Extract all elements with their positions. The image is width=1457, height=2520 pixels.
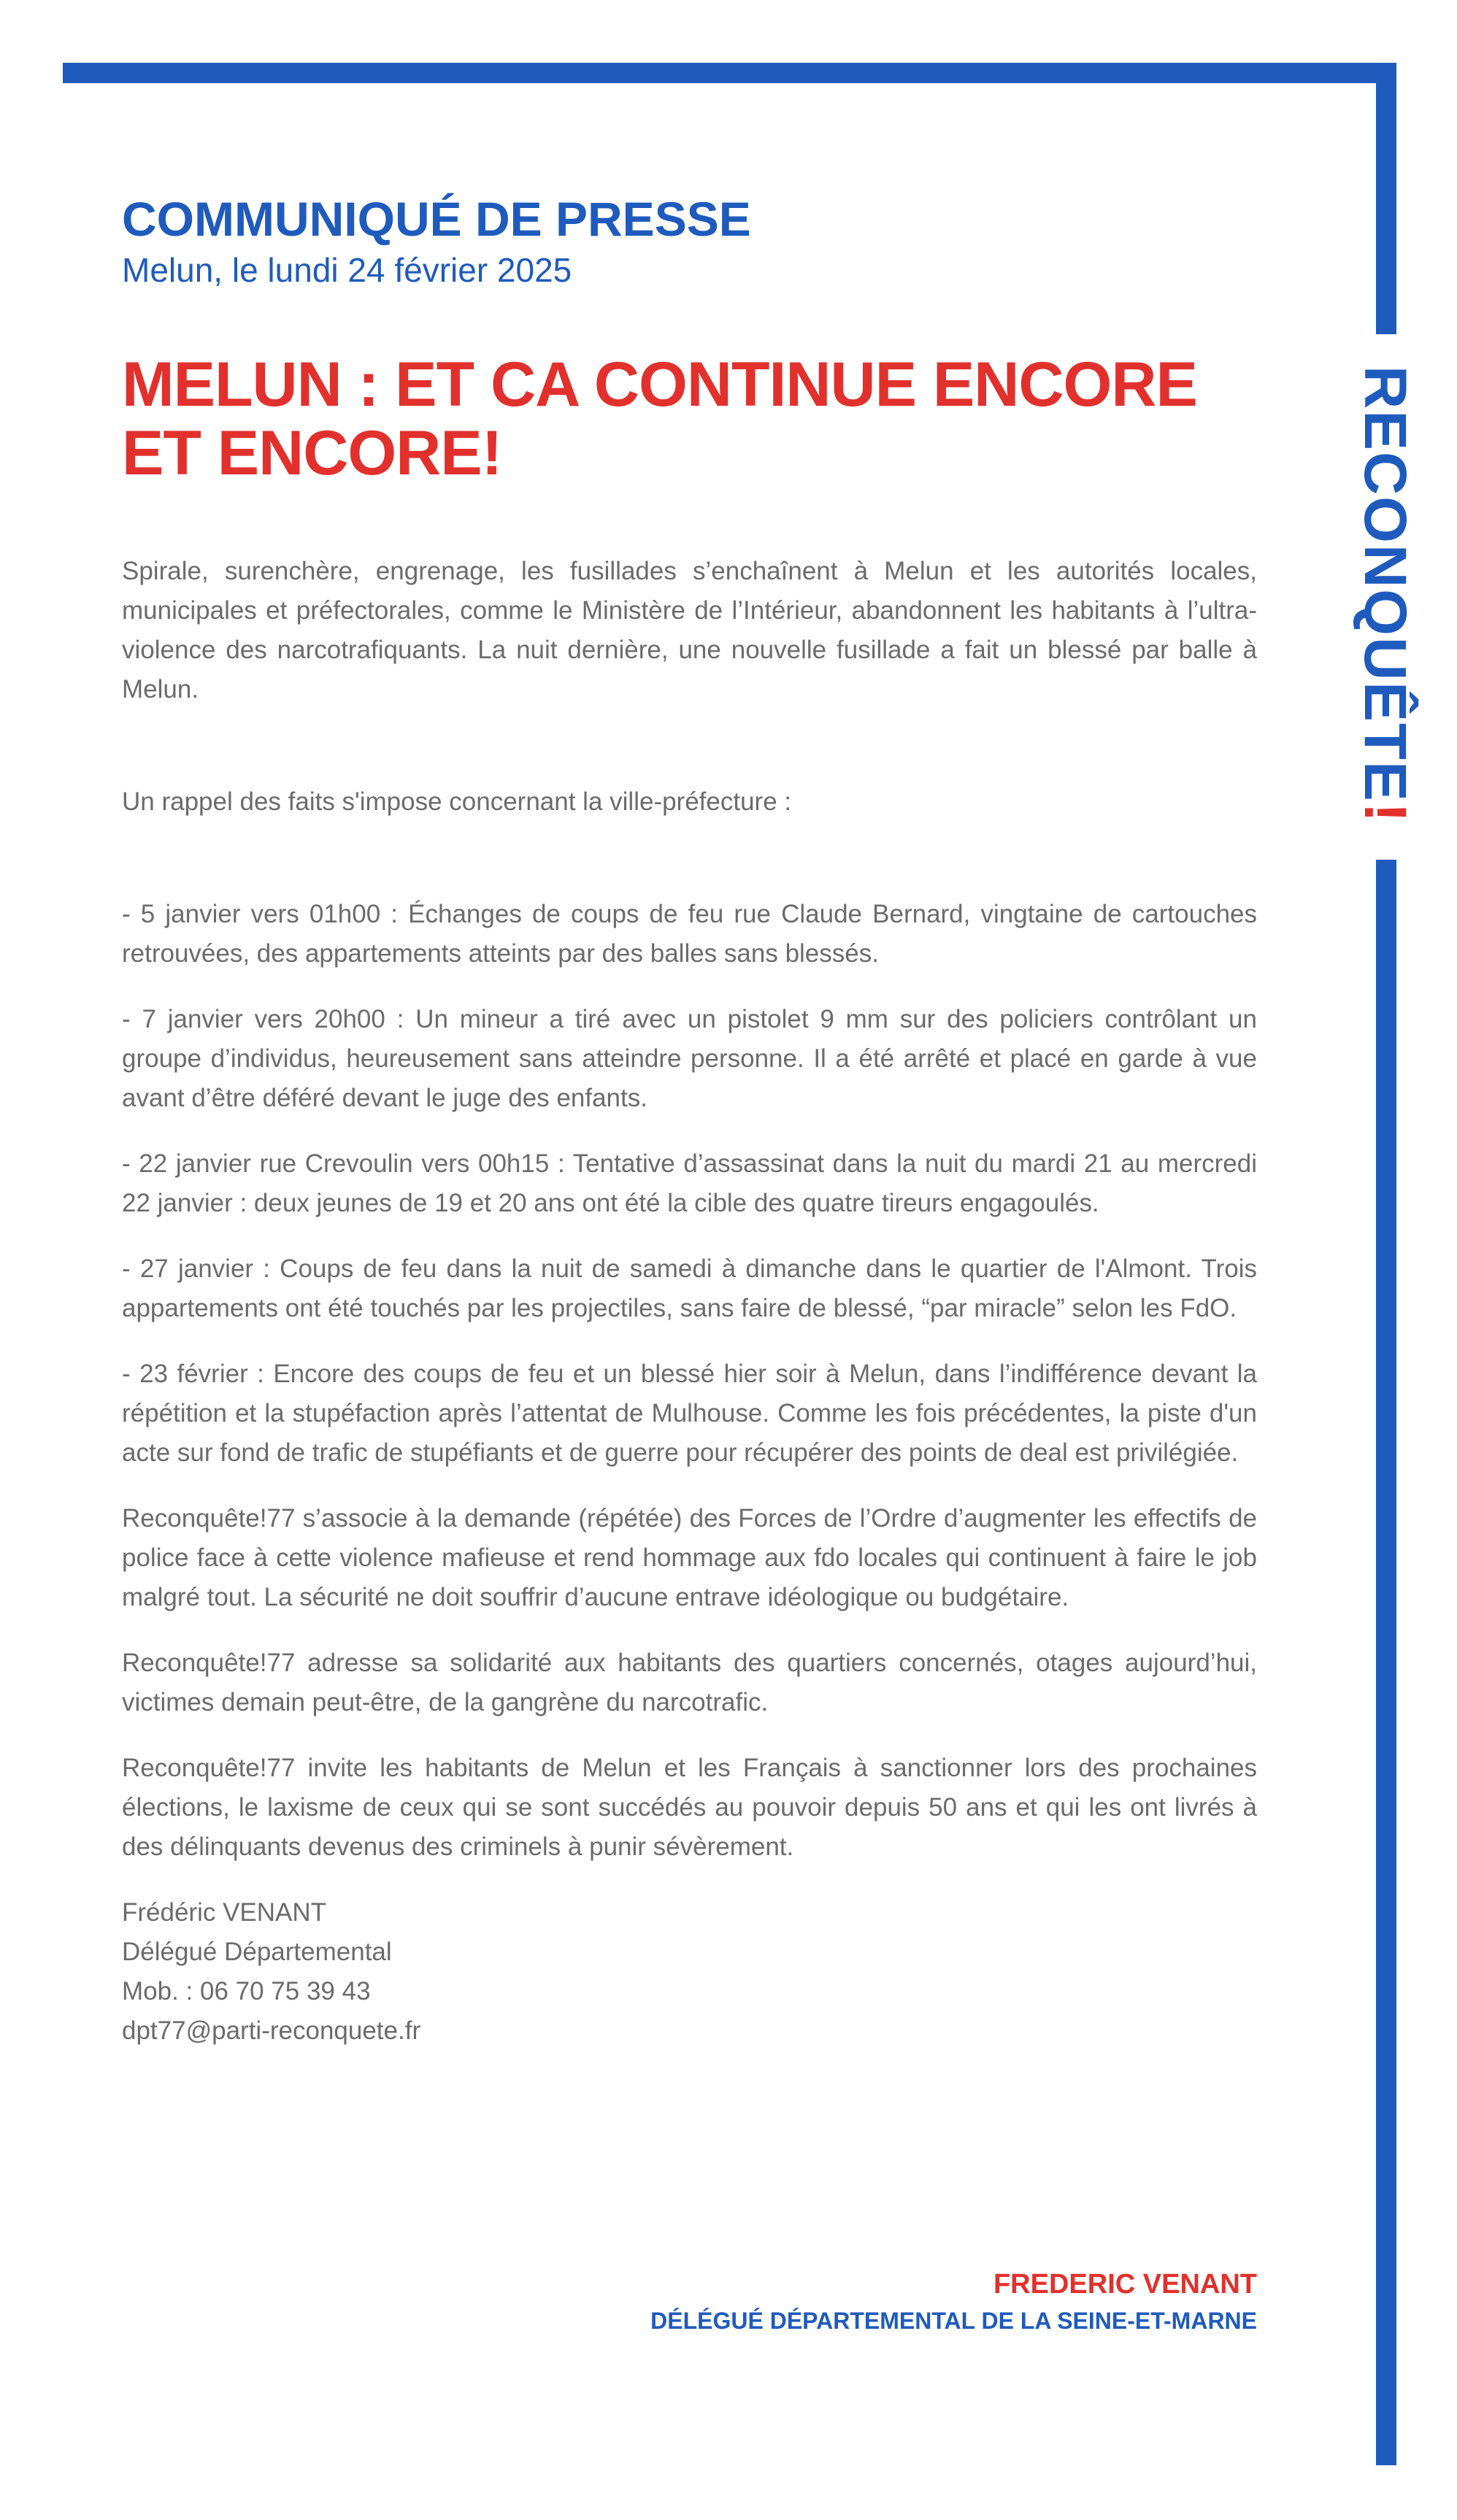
- event-item: - 23 février : Encore des coups de feu et un blessé hier soir à Melun, dans l’indifférence devant la répétition et la stupéfaction après l’attentat de Mulhouse. Comme les fois précédentes, la piste d'un acte sur fond de trafic de stupéfiants et de guerre pour récupérer des points de deal est privilégiée.: [122, 1360, 1257, 1467]
- press-release: [122, 190, 1257, 2051]
- brand-wordmark: [1353, 366, 1420, 824]
- headline: MELUN : ET CA CONTINUE ENCORE ET ENCORE!: [122, 350, 1197, 488]
- body-text: [122, 552, 1257, 2051]
- date-line: Melun, le lundi 24 février 2025: [122, 251, 572, 289]
- statement-paragraph: Reconquête!77 adresse sa solidarité aux habitants des quartiers concernés, otages aujourd’hui, victimes demain peut-être, de la gangrène du narcotrafic.: [122, 1649, 1257, 1716]
- frame-right-bar-lower: [1376, 860, 1396, 2465]
- frame-top-bar: [63, 63, 1396, 83]
- signature-role: DÉLÉGUÉ DÉPARTEMENTAL DE LA SEINE-ET-MARNE: [650, 2308, 1257, 2334]
- brand-wordmark-exclamation: !: [1352, 802, 1419, 824]
- frame-right-bar-upper: [1376, 63, 1396, 334]
- contact-name: Frédéric VENANT: [122, 1898, 327, 1927]
- reconquete-logo: [1314, 366, 1457, 824]
- signature-name: FREDERIC VENANT: [993, 2269, 1257, 2300]
- document-type-heading: COMMUNIQUÉ DE PRESSE: [122, 192, 751, 246]
- intro-paragraph: Spirale, surenchère, engrenage, les fusillades s’enchaînent à Melun et les autorités locales, municipales et préfectorales, comme le Ministère de l’Intérieur, abandonnent les habitants à l’ultra-violence des narcotrafiquants. La nuit dernière, une nouvelle fusillade a fait un blessé par balle à Melun.: [122, 557, 1257, 704]
- contact-email: dpt77@parti-reconquete.fr: [122, 2016, 421, 2045]
- statement-paragraph: Reconquête!77 s’associe à la demande (répétée) des Forces de l’Ordre d’augmenter les effectifs de police face à cette violence mafieuse et rend hommage aux fdo locales qui continuent à faire le job malgré tout. La sécurité ne doit souffrir d’aucune entrave idéologique ou budgétaire.: [122, 1504, 1257, 1611]
- event-item: - 7 janvier vers 20h00 : Un mineur a tiré avec un pistolet 9 mm sur des policiers contrôlant un groupe d’individus, heureusement sans atteindre personne. Il a été arrêté et placé en garde à vue avant d’être déféré devant le juge des enfants.: [122, 1005, 1257, 1112]
- event-item: - 27 janvier : Coups de feu dans la nuit de samedi à dimanche dans le quartier de l'Almont. Trois appartements ont été touchés par les projectiles, sans faire de blessé, “par miracle” selon les FdO.: [122, 1255, 1257, 1322]
- rappel-paragraph: Un rappel des faits s'impose concernant la ville-préfecture :: [122, 787, 792, 816]
- event-item: - 5 janvier vers 01h00 : Échanges de coups de feu rue Claude Bernard, vingtaine de cartouches retrouvées, des appartements atteints par des balles sans blessés.: [122, 900, 1257, 968]
- brand-wordmark-main: RECONQUÊTE: [1352, 366, 1419, 803]
- event-item: - 22 janvier rue Crevoulin vers 00h15 : Tentative d’assassinat dans la nuit du mardi 21 au mercredi 22 janvier : deux jeunes de 19 et 20 ans ont été la cible des quatre tireurs engagoulés.: [122, 1149, 1257, 1217]
- statement-paragraph: Reconquête!77 invite les habitants de Melun et les Français à sanctionner lors des prochaines élections, le laxisme de ceux qui se sont succédés au pouvoir depuis 50 ans et qui les ont livrés à des délinquants devenus des criminels à punir sévèrement.: [122, 1754, 1257, 1861]
- contact-phone: Mob. : 06 70 75 39 43: [122, 1977, 371, 2005]
- contact-role: Délégué Départemental: [122, 1938, 392, 1966]
- signature-block: [122, 2266, 1257, 2339]
